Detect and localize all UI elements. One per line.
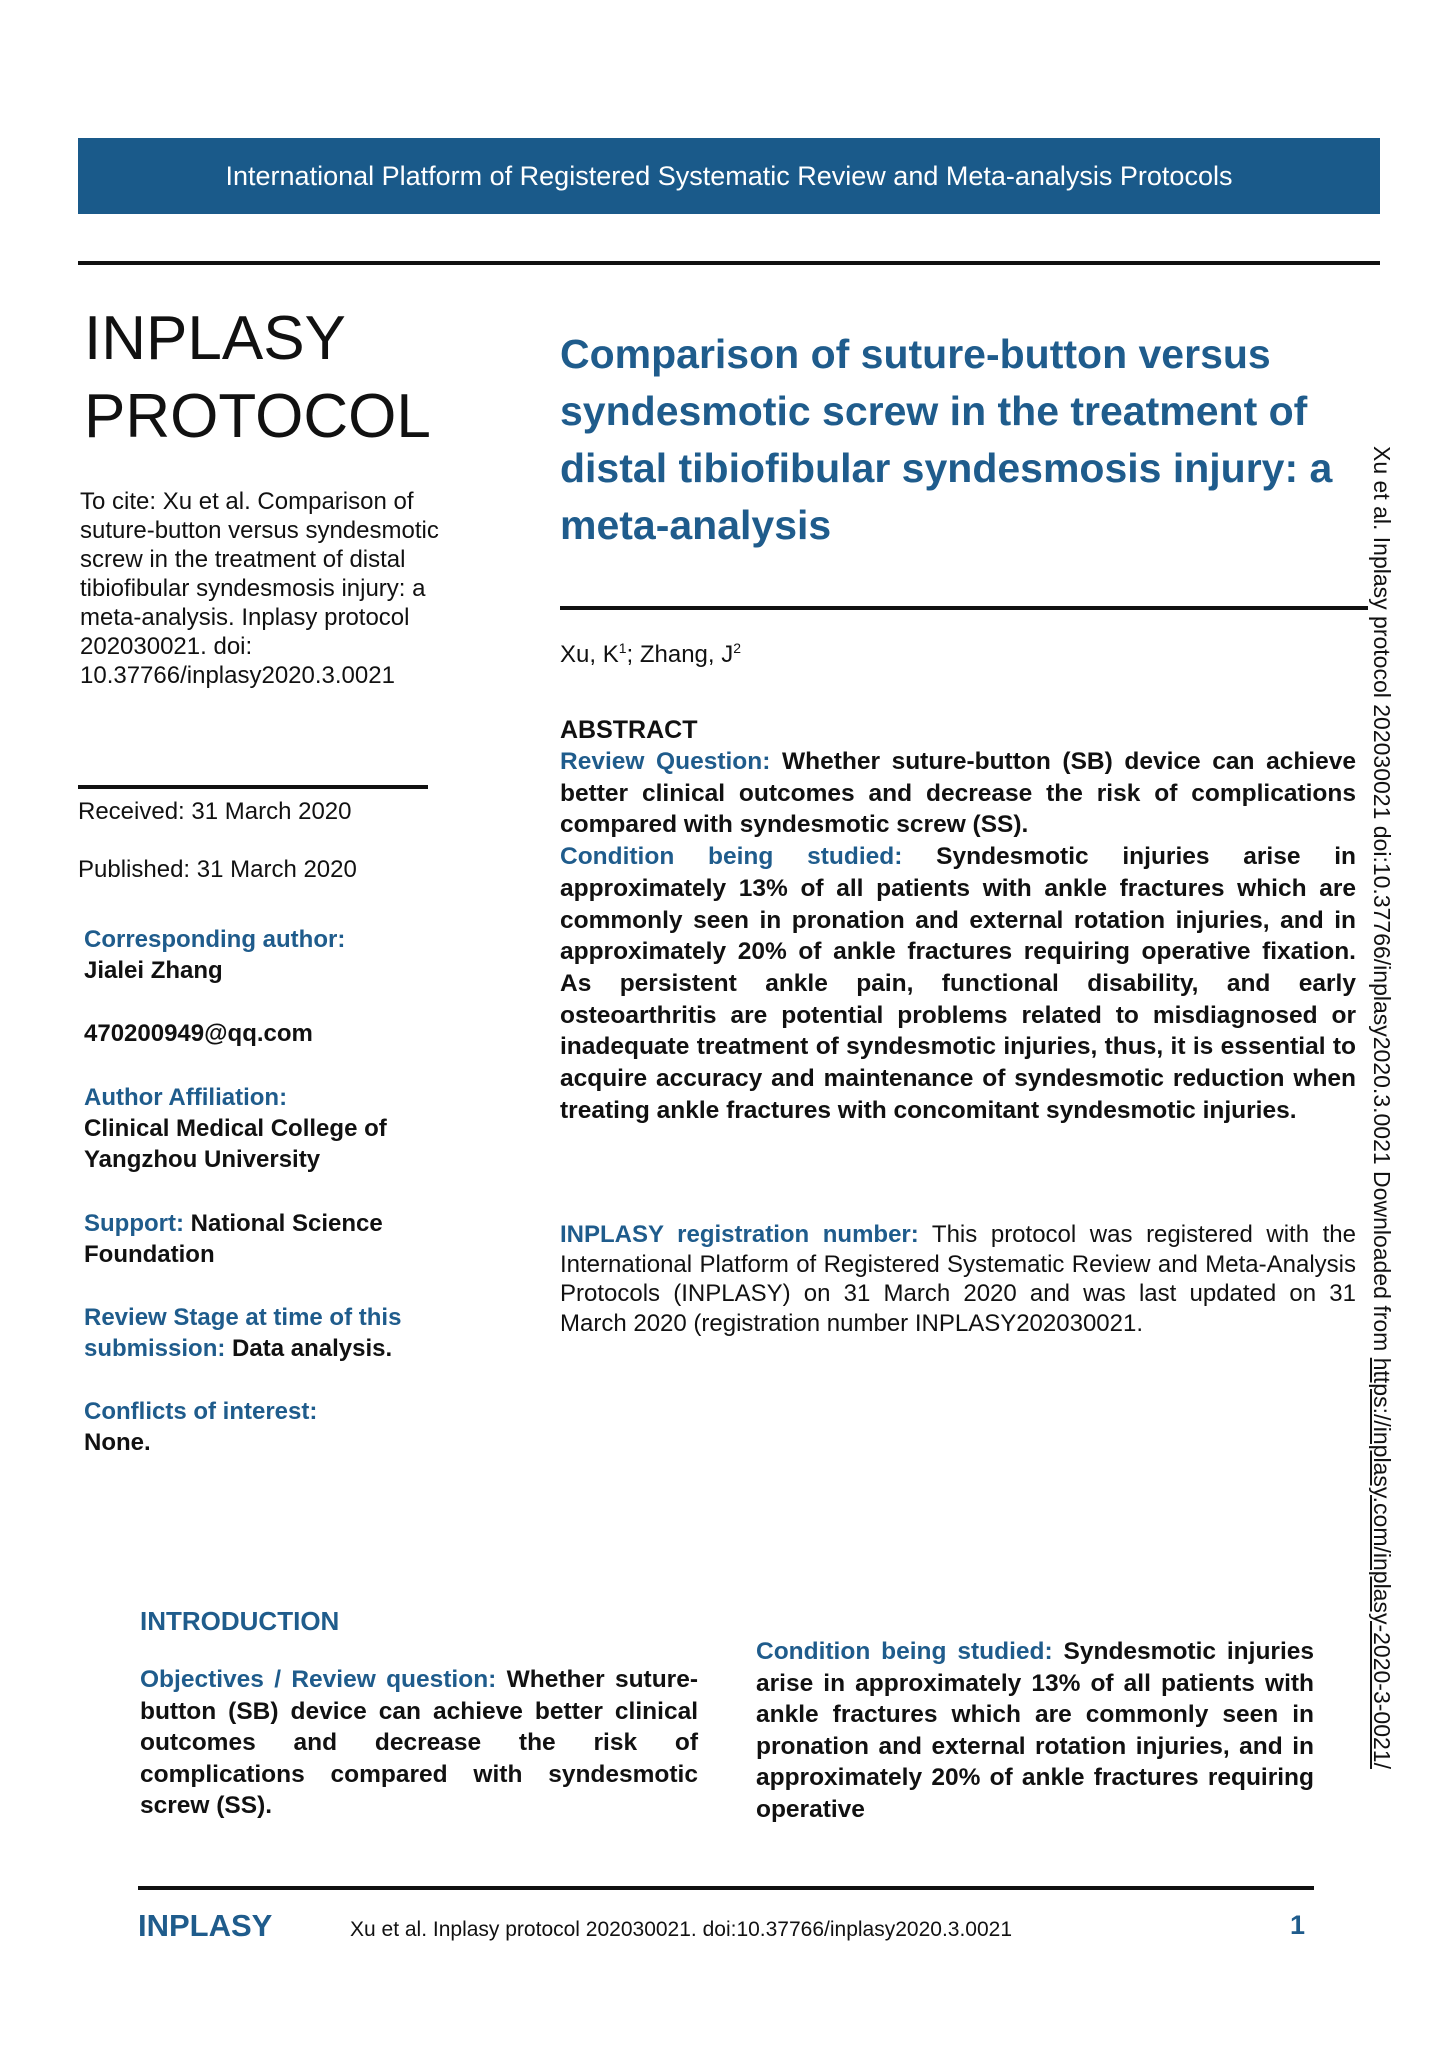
side-download-note — [1367, 446, 1397, 1916]
footer-divider — [138, 1886, 1314, 1890]
title-divider — [560, 606, 1368, 610]
objectives-label: Objectives / Review question: — [140, 1666, 497, 1693]
author-list — [560, 640, 741, 669]
author-1: Xu, K — [560, 641, 619, 668]
doc-type-title — [84, 300, 431, 456]
conflicts-label: Conflicts of interest: — [84, 1398, 318, 1425]
registration-label: INPLASY registration number: — [560, 1221, 919, 1248]
abstract-body — [560, 746, 1356, 1126]
introduction-heading: INTRODUCTION — [140, 1606, 340, 1636]
review-question — [560, 746, 1356, 841]
author-email[interactable]: 470200949@qq.com — [84, 1020, 313, 1047]
review-question-text: Whether suture-button (SB) device can achieve better clinical outcomes and decrease the risk of complications compared with syndesmotic screw (SS). — [560, 748, 1356, 839]
stage-label: Review Stage at time of this submission: — [84, 1304, 402, 1362]
conflicts-of-interest — [84, 1396, 464, 1458]
author-affiliation — [84, 1082, 464, 1175]
paper-title: Comparison of suture-button versus syndesmotic screw in the treatment of distal tibiofibular syndesmosis injury: a meta-analysis — [560, 331, 1333, 548]
condition-label: Condition being studied: — [560, 843, 903, 871]
published-date: Published: 31 March 2020 — [78, 856, 357, 883]
intro-condition-label: Condition being studied: — [756, 1638, 1053, 1665]
conflicts-value: None. — [84, 1429, 151, 1456]
review-stage — [84, 1302, 464, 1364]
corresponding-name: Jialei Zhang — [84, 957, 223, 984]
citation-text: To cite: Xu et al. Comparison of suture-button versus syndesmotic screw in the treatment of distal tibiofibular syndesmosis injury: a meta-analysis. Inplasy protocol 202030021. doi: 10.37766/inplasy2020.3.0021 — [80, 488, 439, 689]
footer-brand: INPLASY — [138, 1908, 273, 1943]
sidebar-divider — [78, 785, 428, 789]
abstract-heading: ABSTRACT — [560, 716, 698, 744]
condition-text: Syndesmotic injuries arise in approximately 13% of all patients with ankle fractures which are commonly seen in pronation and external rotation injuries, and in approximately 20% of ankle fractures requiring operative fixation. As persistent ankle pain, functional disability, and early osteoarthritis are potential problems related to misdiagnosed or inadequate treatment of syndesmotic injuries, thus, it is essential to acquire accuracy and maintenance of syndesmotic reduction when treating ankle fractures with concomitant syndesmotic injuries. — [560, 843, 1356, 1124]
intro-objectives — [140, 1664, 698, 1822]
author-2-affil: 2 — [733, 640, 742, 656]
condition-studied — [560, 841, 1356, 1126]
corresponding-author — [84, 924, 464, 986]
registration-text: This protocol was registered with the International Platform of Registered Systematic Review and Meta-Analysis Protocols (INPLASY) on 31 March 2020 and was last updated on 31 March 2020 (registration number INPLASY202030021. — [560, 1221, 1356, 1337]
corresponding-label: Corresponding author: — [84, 926, 346, 953]
doc-type-line2: PROTOCOL — [84, 382, 431, 451]
page-number: 1 — [1290, 1910, 1306, 1940]
registration-info — [560, 1220, 1356, 1338]
side-note-text: Xu et al. Inplasy protocol 202030021 doi:10.37766/inplasy2020.3.0021 Downloaded from — [1369, 446, 1395, 1358]
support-info — [84, 1208, 464, 1270]
received-date: Received: 31 March 2020 — [78, 798, 352, 825]
affiliation-label: Author Affiliation: — [84, 1084, 288, 1111]
journal-banner: International Platform of Registered Systematic Review and Meta-analysis Protocols — [78, 138, 1380, 214]
support-value: National Science Foundation — [84, 1210, 383, 1268]
side-note-link[interactable]: https://inplasy.com/inplasy-2020-3-0021/ — [1369, 1357, 1395, 1769]
top-divider — [78, 261, 1380, 265]
affiliation-value: Clinical Medical College of Yangzhou University — [84, 1115, 387, 1173]
doc-type-line1: INPLASY — [84, 304, 346, 373]
footer-citation: Xu et al. Inplasy protocol 202030021. doi:10.37766/inplasy2020.3.0021 — [350, 1918, 1013, 1941]
review-question-label: Review Question: — [560, 748, 771, 775]
intro-condition-text: Syndesmotic injuries arise in approximately 13% of all patients with ankle fractures which are commonly seen in pronation and external rotation injuries, and in approximately 20% of ankle fractures requiring operative — [756, 1638, 1315, 1823]
author-1-affil: 1 — [618, 640, 627, 656]
objectives-text: Whether suture-button (SB) device can achieve better clinical outcomes and decrease the risk of complications compared with syndesmotic screw (SS). — [140, 1666, 699, 1819]
stage-value: Data analysis. — [232, 1335, 393, 1362]
author-2: ; Zhang, J — [626, 641, 734, 668]
support-label: Support: — [84, 1210, 184, 1237]
intro-condition — [756, 1636, 1314, 1825]
